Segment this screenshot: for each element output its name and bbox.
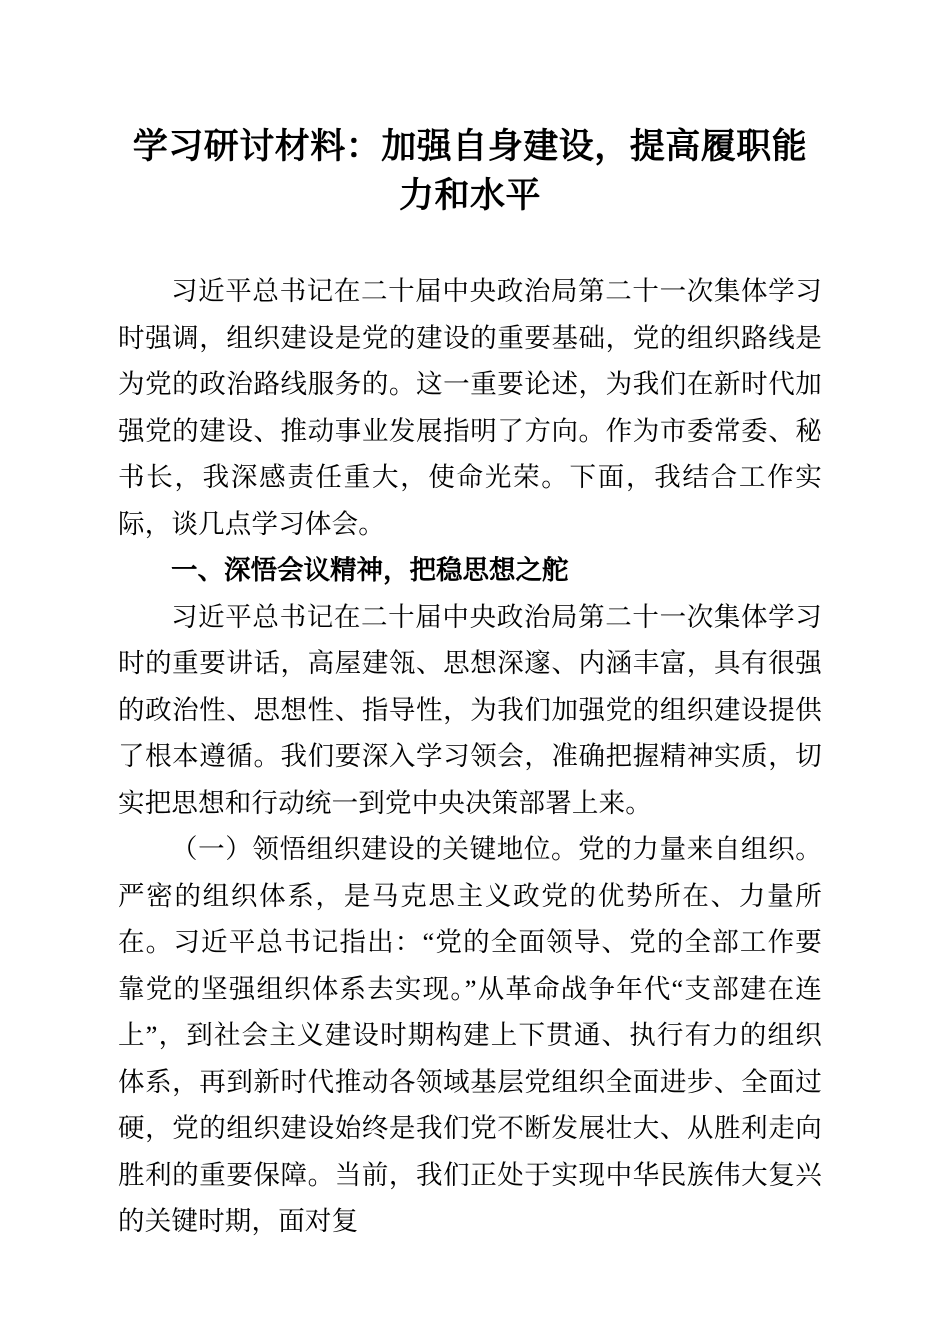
title-body-spacer	[118, 220, 822, 268]
paragraph-subsection-1-1: （一）领悟组织建设的关键地位。党的力量来自组织。严密的组织体系，是马克思主义政党的优势所在、力量所在。习近平总书记指出：“党的全面领导、党的全部工作要靠党的坚强组织体系去实现。”从革命战争年代“支部建在连上”，到社会主义建设时期构建上下贯通、执行有力的组织体系，再到新时代推动各领域基层党组织全面进步、全面过硬，党的组织建设始终是我们党不断发展壮大、从胜利走向胜利的重要保障。当前，我们正处于实现中华民族伟大复兴的关键时期，面对复	[118, 834, 822, 1236]
section-heading-1: 一、深悟会议精神，把稳思想之舵	[171, 555, 569, 585]
page-title: 学习研讨材料：加强自身建设，提高履职能力和水平	[132, 127, 808, 215]
document-body	[118, 268, 822, 1245]
paragraph-section1-lead: 习近平总书记在二十届中央政治局第二十一次集体学习时的重要讲话，高屋建瓴、思想深邃、内涵丰富，具有很强的政治性、思想性、指导性，为我们加强党的组织建设提供了根本遵循。我们要深入学习领会，准确把握精神实质，切实把思想和行动统一到党中央决策部署上来。	[118, 601, 822, 818]
paragraph-intro: 习近平总书记在二十届中央政治局第二十一次集体学习时强调，组织建设是党的建设的重要基础，党的组织路线是为党的政治路线服务的。这一重要论述，为我们在新时代加强党的建设、推动事业发展指明了方向。作为市委常委、秘书长，我深感责任重大，使命光荣。下面，我结合工作实际，谈几点学习体会。	[118, 276, 822, 539]
